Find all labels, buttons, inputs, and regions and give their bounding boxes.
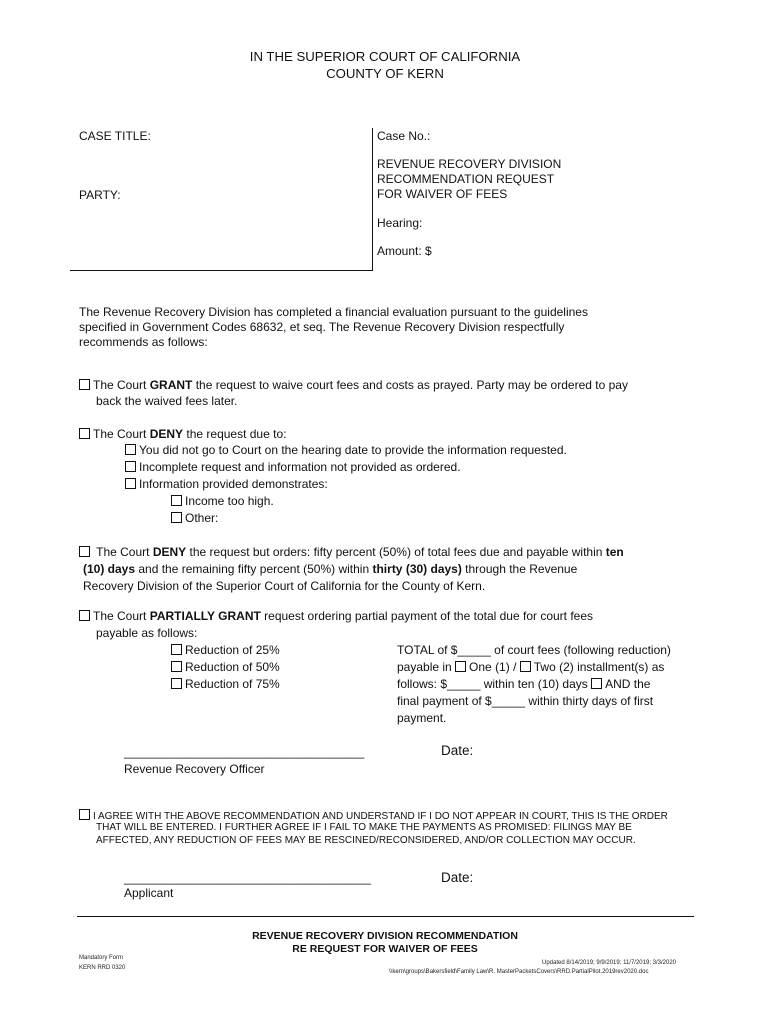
applicant-date-label: Date:	[441, 870, 474, 885]
county-name: COUNTY OF KERN	[326, 66, 444, 81]
deny-partial-option	[79, 545, 624, 560]
total-line2	[397, 660, 664, 675]
deny-partial-keyword: DENY	[152, 545, 187, 559]
partial-grant-option	[79, 609, 593, 624]
reduction-25-text: Reduction of 25%	[185, 643, 280, 657]
intro-line1: The Revenue Recovery Division has completed a financial evaluation pursuant to the guidelines	[79, 305, 588, 319]
grant-checkbox[interactable]	[79, 379, 90, 390]
deny-reason-3-text: Information provided demonstrates:	[139, 477, 328, 491]
reduction-50-text: Reduction of 50%	[185, 660, 280, 674]
intro-line2: specified in Government Codes 68632, et seq. The Revenue Recovery Division respectfully	[79, 320, 565, 334]
deny-reason-2-text: Incomplete request and information not provided as ordered.	[139, 460, 461, 474]
amount-label: Amount: $	[377, 244, 432, 258]
deny-partial-mid3: through the Revenue	[461, 562, 578, 576]
reduction-75-checkbox[interactable]	[171, 678, 182, 689]
deny-partial-mid1: the request but orders: fifty percent (50%) of total fees due and payable within	[186, 545, 606, 559]
agree-line1	[79, 809, 668, 823]
grant-prefix: The Court	[93, 378, 150, 392]
and-the-text: AND the	[605, 677, 651, 691]
total-line1: TOTAL of $_____ of court fees (following reduction)	[397, 643, 671, 657]
agree-checkbox[interactable]	[79, 809, 90, 820]
reduction-25-checkbox[interactable]	[171, 644, 182, 655]
form-title-line1: REVENUE RECOVERY DIVISION	[377, 157, 562, 171]
form-title-line3: FOR WAIVER OF FEES	[377, 187, 508, 201]
deny-sub-other	[171, 511, 218, 526]
other-text: Other:	[185, 511, 219, 525]
partial-grant-checkbox[interactable]	[79, 610, 90, 621]
grant-suffix: the request to waive court fees and costs as prayed. Party may be ordered to pay	[192, 378, 628, 392]
updated-dates: Updated 8/14/2019; 9/9/2019; 11/7/2019; 3/3/2020	[542, 960, 677, 966]
intro-line3: recommends as follows:	[79, 335, 208, 349]
deny-reason-3	[125, 477, 328, 492]
two-installments-checkbox[interactable]	[520, 661, 531, 672]
reduction-50-checkbox[interactable]	[171, 661, 182, 672]
and-the-checkbox[interactable]	[591, 678, 602, 689]
one-installment-text: One (1) /	[469, 660, 520, 674]
officer-signature-line[interactable]: ____________________________________	[124, 745, 365, 759]
grant-keyword: GRANT	[149, 378, 193, 392]
deny-partial-line2	[83, 562, 577, 577]
grant-line2: back the waived fees later.	[96, 394, 238, 408]
deny-option	[79, 427, 286, 442]
court-name: IN THE SUPERIOR COURT OF CALIFORNIA	[249, 49, 521, 64]
deny-reason-1-text: You did not go to Court on the hearing date to provide the information requested.	[139, 443, 567, 457]
deny-partial-line3: Recovery Division of the Superior Court of California for the County of Kern.	[83, 579, 486, 593]
form-title-line2: RECOMMENDATION REQUEST	[377, 172, 555, 186]
reduction-75	[171, 677, 280, 692]
applicant-signature-line[interactable]: _____________________________________	[124, 871, 371, 885]
total-line5: payment.	[397, 711, 447, 725]
party-label: PARTY:	[79, 188, 121, 202]
deny-reason-1-checkbox[interactable]	[125, 444, 136, 455]
income-too-high-checkbox[interactable]	[171, 495, 182, 506]
income-too-high-text: Income too high.	[185, 494, 274, 508]
partial-suffix: request ordering partial payment of the total due for court fees	[260, 609, 594, 623]
deny-keyword: DENY	[149, 427, 184, 441]
grant-option	[79, 378, 628, 393]
deny-prefix: The Court	[93, 427, 150, 441]
agree-line2: THAT WILL BE ENTERED. I FURTHER AGREE IF I FAIL TO MAKE THE PAYMENTS AS PROMISED: FILINGS MAY BE	[96, 822, 632, 833]
agree-text-1: I AGREE WITH THE ABOVE RECOMMENDATION AND UNDERSTAND IF I DO NOT APPEAR IN COURT, THIS IS THE ORDER	[93, 811, 668, 822]
deny-partial-checkbox[interactable]	[79, 546, 90, 557]
officer-date-label: Date:	[441, 743, 474, 758]
applicant-label: Applicant	[124, 886, 174, 900]
deny-partial-ten-days: (10) days	[83, 562, 136, 576]
hearing-label: Hearing:	[377, 216, 423, 230]
agree-line3: AFFECTED, ANY REDUCTION OF FEES MAY BE RESCINED/RECONSIDERED, AND/OR COLLECTION MAY OCCUR.	[96, 835, 636, 846]
deny-reason-3-checkbox[interactable]	[125, 478, 136, 489]
form-number: KERN RRD 0320	[79, 965, 126, 971]
footer-title-2: RE REQUEST FOR WAIVER OF FEES	[292, 943, 478, 955]
deny-partial-mid2: and the remaining fifty percent (50%) within	[135, 562, 373, 576]
two-installments-text: Two (2) installment(s) as	[533, 660, 665, 674]
partial-prefix: The Court	[93, 609, 150, 623]
one-installment-checkbox[interactable]	[455, 661, 466, 672]
file-path: \\kern\groups\Bakersfield\Family Law\R. MasterPacketsCovers\RRD.PartialPilot.2019rev2020.doc	[389, 969, 649, 975]
deny-partial-ten: ten	[605, 545, 624, 559]
deny-sub-income	[171, 494, 274, 509]
partial-line2: payable as follows:	[96, 626, 198, 640]
total-within-ten-days: follows: $_____ within ten (10) days	[397, 677, 592, 691]
reduction-25	[171, 643, 280, 658]
officer-label: Revenue Recovery Officer	[124, 762, 265, 776]
deny-suffix: the request due to:	[183, 427, 287, 441]
deny-checkbox[interactable]	[79, 428, 90, 439]
deny-reason-2-checkbox[interactable]	[125, 461, 136, 472]
other-checkbox[interactable]	[171, 512, 182, 523]
footer-title-1: REVENUE RECOVERY DIVISION RECOMMENDATION	[252, 930, 518, 942]
footer-divider	[77, 916, 694, 917]
total-line3	[397, 677, 650, 692]
total-line4: final payment of $_____ within thirty days of first	[397, 694, 654, 708]
mandatory-form-label: Mandatory Form	[79, 955, 124, 961]
deny-partial-prefix: The Court	[96, 545, 153, 559]
total-payable-in: payable in	[397, 660, 456, 674]
partial-keyword: PARTIALLY GRANT	[149, 609, 261, 623]
deny-partial-thirty-days: thirty (30) days)	[372, 562, 462, 576]
deny-reason-1	[125, 443, 567, 458]
caption-divider-vertical	[372, 128, 373, 270]
case-no-label: Case No.:	[377, 129, 431, 143]
reduction-75-text: Reduction of 75%	[185, 677, 280, 691]
case-title-label: CASE TITLE:	[79, 129, 151, 143]
caption-divider-horizontal	[70, 270, 373, 271]
reduction-50	[171, 660, 280, 675]
deny-reason-2	[125, 460, 461, 475]
